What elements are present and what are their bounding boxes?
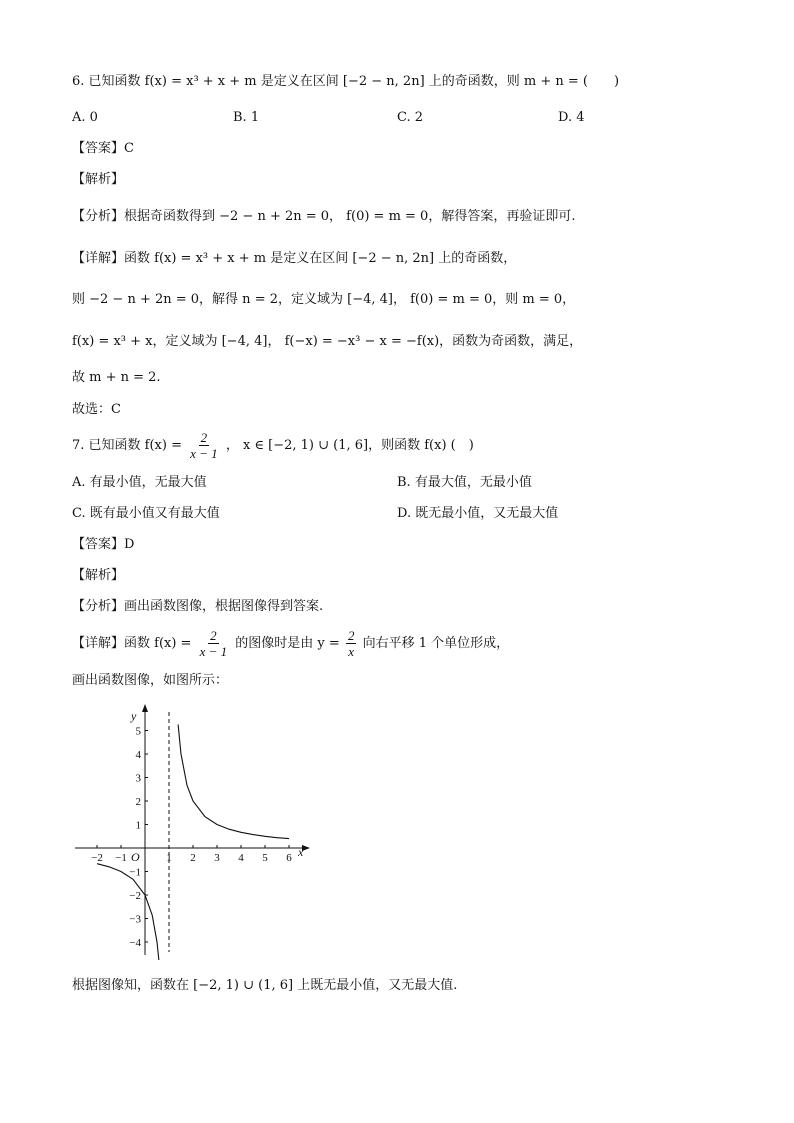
fraction-denominator: x − 1 — [190, 446, 218, 461]
x-tick-label: 3 — [214, 852, 220, 864]
answer-tag: 【答案】 — [72, 141, 125, 156]
y-axis-arrow — [142, 704, 148, 712]
q7-option-b: B. 有最大值，无最小值 — [397, 475, 532, 490]
y-axis-label: y — [131, 709, 137, 723]
q7-draw-text: 画出函数图像，如图所示： — [72, 673, 229, 688]
x-tick-label: 1 — [166, 852, 172, 864]
q6-option-b: B. 1 — [233, 110, 260, 125]
x-tick-label: −1 — [115, 852, 127, 864]
q6-fenxi: 【分析】根据奇函数得到 −2 − n + 2n = 0， f(0) = m = 0，解得答案，再验证即可. — [72, 209, 576, 224]
y-tick-label: 5 — [135, 725, 141, 738]
q7-answer-line — [72, 535, 134, 555]
y-tick-label: 1 — [135, 819, 141, 832]
q6-answer-line — [72, 139, 134, 159]
x-tick-label: 6 — [286, 852, 292, 864]
origin-label: O — [131, 850, 140, 864]
y-tick-label: 3 — [135, 772, 141, 785]
q7-answer: D — [124, 537, 135, 552]
y-tick-label: −4 — [129, 937, 141, 949]
y-tick-label: 4 — [135, 749, 141, 761]
x-tick-label: −2 — [91, 852, 103, 864]
fraction-numerator: 2 — [210, 628, 217, 643]
y-tick-label: −1 — [129, 866, 141, 879]
q7-stem-part-a: 7. 已知函数 f(x) = — [72, 438, 182, 453]
q7-detail-part-b: 的图像时是由 y = — [235, 636, 340, 651]
curve-branch-2 — [178, 724, 289, 838]
q6-detail-4: 故 m + n = 2. — [72, 370, 161, 385]
q7-option-a: A. 有最小值，无最大值 — [72, 475, 207, 490]
q7-stem — [72, 430, 474, 462]
fraction-denominator: x − 1 — [199, 644, 228, 659]
y-tick-label: 2 — [135, 796, 141, 808]
q6-detail-2: 则 −2 − n + 2n = 0，解得 n = 2，定义域为 [−4, 4]， f(0) = m = 0，则 m = 0， — [72, 292, 576, 307]
q6-option-c: C. 2 — [397, 110, 424, 125]
answer-tag: 【答案】 — [72, 537, 125, 552]
q7-fenxi: 【分析】画出函数图像，根据图像得到答案. — [72, 599, 324, 614]
q6-detail-3: f(x) = x³ + x，定义域为 [−4, 4]， f(−x) = −x³ − x = −f(x)，函数为奇函数，满足， — [72, 334, 583, 349]
q7-detail-part-c: 向右平移 1 个单位形成， — [362, 636, 510, 651]
q6-analysis-tag: 【解析】 — [72, 172, 125, 187]
q6-option-a: A. 0 — [72, 110, 98, 125]
q7-detail-part-a: 【详解】函数 f(x) = — [72, 636, 192, 651]
y-tick-label: −2 — [129, 890, 141, 902]
q6-choose: 故选：C — [72, 402, 121, 417]
q6-stem: 6. 已知函数 f(x) = x³ + x + m 是定义在区间 [−2 − n, 2n] 上的奇函数，则 m + n = ( ) — [72, 74, 620, 89]
q7-detail-fraction-2 — [346, 628, 357, 659]
x-axis-label: x — [298, 845, 304, 859]
q7-analysis-tag: 【解析】 — [72, 568, 125, 583]
fraction-numerator: 2 — [347, 628, 355, 643]
q7-stem-fraction — [188, 430, 220, 461]
q7-option-d: D. 既无最小值，又无最大值 — [397, 506, 559, 521]
q7-conclusion: 根据图像知，函数在 [−2, 1) ∪ (1, 6] 上既无最小值，又无最大值. — [72, 978, 458, 993]
x-tick-label: 4 — [238, 852, 244, 864]
fraction-numerator: 2 — [200, 430, 208, 445]
q7-detail — [72, 626, 509, 662]
q6-answer: C — [124, 141, 134, 156]
q6-option-d: D. 4 — [558, 110, 585, 125]
q6-detail-1: 【详解】函数 f(x) = x³ + x + m 是定义在区间 [−2 − n, 2n] 上的奇函数， — [72, 251, 517, 266]
y-tick-label: −3 — [129, 913, 141, 926]
fraction-denominator: x — [348, 644, 355, 659]
x-tick-label: 5 — [262, 852, 268, 864]
q7-option-c: C. 既有最小值又有最大值 — [72, 506, 220, 521]
function-graph — [70, 700, 320, 960]
q7-stem-part-b: ， x ∈ [−2, 1) ∪ (1, 6]，则函数 f(x) ( ) — [225, 438, 474, 453]
q7-detail-fraction-1 — [198, 628, 230, 659]
x-tick-label: 2 — [190, 852, 196, 864]
